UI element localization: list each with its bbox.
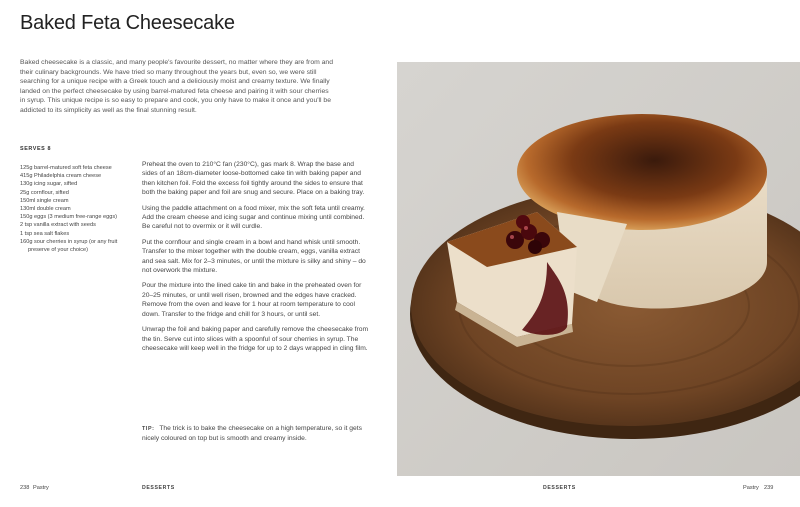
left-section-name: Pastry (33, 485, 49, 491)
ingredient-item: 160g sour cherries in syrup (or any fruit preserve of your choice) (20, 238, 118, 254)
method-step: Put the cornflour and single cream in a bowl and hand whisk until smooth. Transfer to the mixer together with the double cream, eggs, vanilla extract and sea salt. Mix for 2–3 minutes, or until the mixture is silky and shiny – do not overwork the mixture. (142, 238, 366, 275)
ingredient-item: 130g icing sugar, sifted (20, 181, 78, 188)
serves-label: SERVES 8 (20, 146, 52, 152)
method-steps (142, 160, 370, 359)
right-chapter-name: DESSERTS (543, 485, 576, 491)
ingredient-item: 150ml single cream (20, 197, 69, 204)
ingredient-item: 25g cornflour, sifted (20, 189, 69, 196)
tip-label: TIP: (142, 426, 155, 432)
method-step: Preheat the oven to 210°C fan (230°C), gas mark 8. Wrap the base and sides of an 18cm-diameter loose-bottomed cake tin with baking paper and then kitchen foil. Fold the excess foil tightly around the sides to ensure that both the baking paper and foil are snug and secure. Place on a baking tray. (142, 161, 365, 197)
left-page-number: 238 (20, 485, 30, 491)
tip-box (142, 424, 370, 444)
method-step: Unwrap the foil and baking paper and carefully remove the cheesecake from the tin. Serve cut into slices with a spoonful of sour cherries in syrup. The cheesecake will keep well in the fridge for up to 2 days wrapped in cling film. (142, 326, 369, 352)
page-title: Baked Feta Cheesecake (20, 12, 235, 34)
ingredient-item: 150g eggs (3 medium free-range eggs) (20, 214, 118, 221)
method-step: Pour the mixture into the lined cake tin and bake in the preheated oven for 20–25 minutes, or until well risen, browned and the edges have cracked. Remove from the oven and leave for 1 hour at room temperature to cool down. Transfer to the fridge and chill for 3 hours, or until set. (142, 282, 362, 318)
ingredient-item: 415g Philadelphia cream cheese (20, 173, 102, 180)
ingredient-item: 130ml double cream (20, 206, 71, 213)
ingredient-item: 1 tsp sea salt flakes (20, 230, 70, 237)
cheesecake-photo (397, 62, 800, 476)
left-chapter-name: DESSERTS (142, 485, 175, 491)
method-step: Using the paddle attachment on a food mixer, mix the soft feta until creamy. Add the cream cheese and icing sugar and continue mixing until combined. Be careful not to overmix or it will curdle. (142, 204, 365, 231)
intro-paragraph: Baked cheesecake is a classic, and many people's favourite dessert, no matter where they are from and their culinary backgrounds. We have tried so many throughout the years but, even so, we were still searching for a unique recipe with a Greek touch and a deliciously moist and creamy texture. We finally landed on the perfect cheesecake by using barrel-matured feta cheese and pairing it with sour cherries in syrup. This unique recipe is so easy to prepare and cook, you only have to make it once and you'll be addicted to its simplicity as well as the final stunning result. (20, 59, 333, 114)
right-page-number: 239 (764, 485, 774, 491)
tip-text: The trick is to bake the cheesecake on a high temperature, so it gets nicely coloured on top but is smooth and creamy inside. (142, 425, 362, 443)
ingredient-item: 125g barrel-matured soft feta cheese (20, 165, 112, 171)
ingredient-item: 2 tsp vanilla extract with seeds (20, 222, 96, 229)
right-section-name: Pastry (743, 485, 759, 491)
ingredients-list (20, 164, 132, 254)
